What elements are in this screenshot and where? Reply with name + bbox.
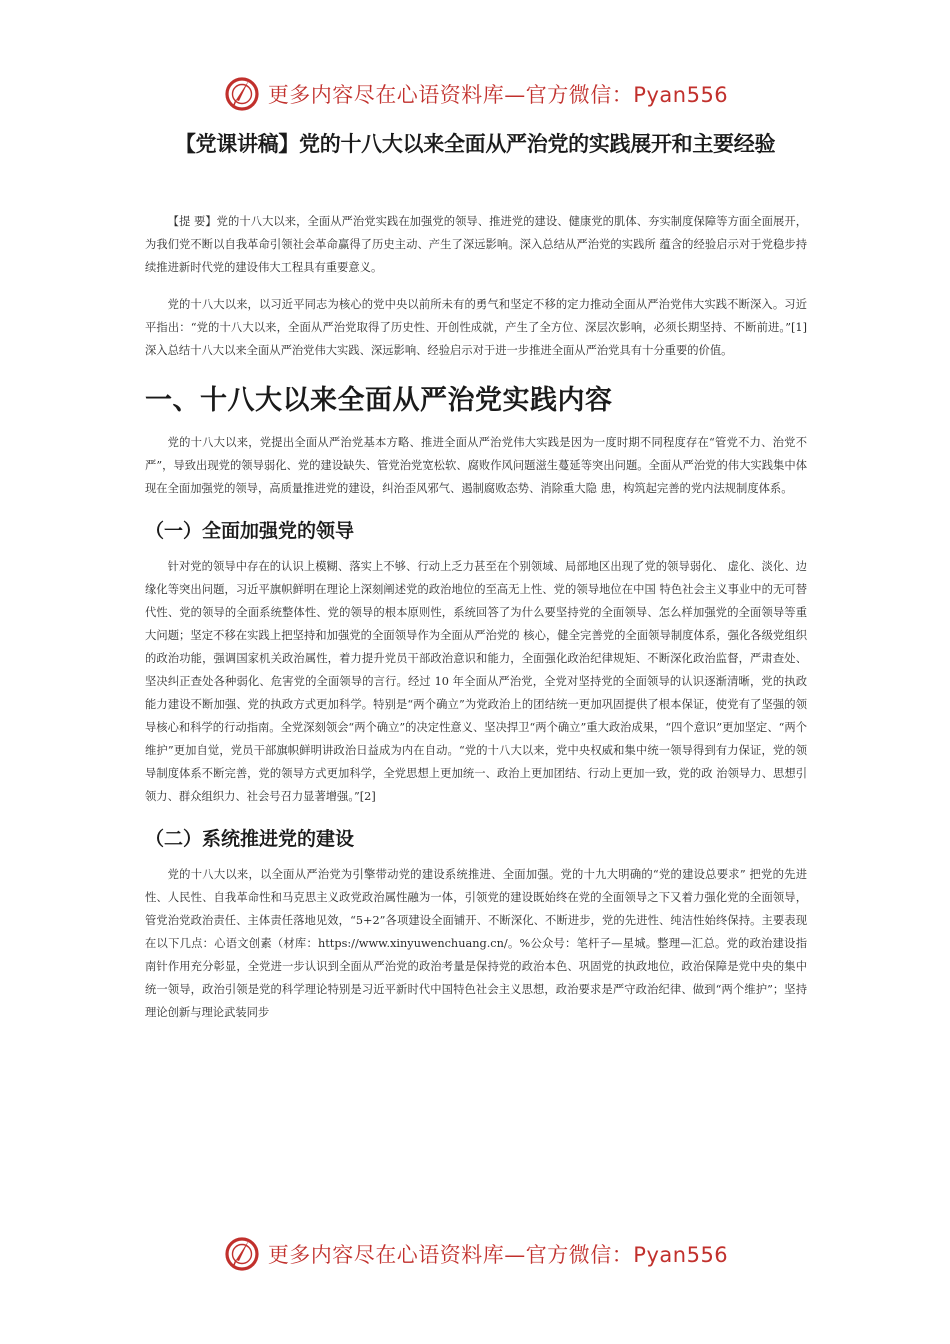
quill-circle-logo-icon (222, 1234, 262, 1274)
banner-text: 更多内容尽在心语资料库—官方微信：Pyan556 (267, 83, 729, 107)
section-1-paragraph: 党的十八大以来，党提出全面从严治党基本方略、推进全面从严治党伟大实践是因为一度时期不同程度存在“管党不力、治党不严”，导致出现党的领导弱化、党的建设缺失、管党治党宽松软、腐败作风问题滋生蔓延等突出问题。全面从严治党的伟大实践集中体现在全面加强党的领导，高质量推进党的建设，纠治歪风邪气、遏制腐败态势、消除重大隐 患，构筑起完善的党内法规制度体系。 (145, 436, 807, 495)
abstract-paragraph: 【提 要】党的十八大以来，全面从严治党实践在加强党的领导、推进党的建设、健康党的肌体、夯实制度保障等方面全面展开，为我们党不断以自我革命引领社会革命赢得了历史主动、产生了深远影响。深入总结从严治党的实践所 蕴含的经验启示对于党稳步持续推进新时代党的建设伟大工程具有重要意义。 (145, 215, 807, 274)
section-heading-1: 一、十八大以来全面从严治党实践内容 (145, 385, 613, 416)
header-banner (0, 72, 950, 116)
subsection-2-paragraph: 党的十八大以来，以全面从严治党为引擎带动党的建设系统推进、全面加强。党的十九大明确的“党的建设总要求” 把党的先进性、人民性、自我革命性和马克思主义政党政治属性融为一体，引领党的建设既始终在党的全面领导之下又着力强化党的全面领导，管党治党政治责任、主体责任落地见效，“5+2”各项建设全面铺开、不断深化、不断进步，党的先进性、纯洁性始终保持。主要表现在以下几点：心语文创素（材库：https://www.xinyuwenchuang.cn/。%公众号：笔杆子—星城。整理—汇总。党的政治建设指南针作用充分彰显，全党进一步认识到全面从严治党的政治考量是保持党的政治本色、巩固党的执政地位，政治保障是党中央的集中统一领导，政治引领是党的科学理论特别是习近平新时代中国特色社会主义思想，政治要求是严守政治纪律、做到“两个维护”；坚持理论创新与理论武装同步 (145, 868, 807, 1019)
document-title: 【党课讲稿】党的十八大以来全面从严治党的实践展开和主要经验 (174, 132, 776, 156)
intro-paragraph: 党的十八大以来，以习近平同志为核心的党中央以前所未有的勇气和坚定不移的定力推动全面从严治党伟大实践不断深入。习近平指出：“党的十八大以来，全面从严治党取得了历史性、开创性成就，产生了全方位、深层次影响，必须长期坚持、不断前进。”[1]深入总结十八大以来全面从严治党伟大实践、深远影响、经验启示对于进一步推进全面从严治党具有十分重要的价值。 (145, 298, 807, 357)
quill-circle-logo-icon (222, 74, 262, 114)
footer-banner (0, 1232, 950, 1276)
document-body (145, 210, 807, 1040)
banner-text: 更多内容尽在心语资料库—官方微信：Pyan556 (267, 1243, 729, 1267)
subsection-heading-1: （一）全面加强党的领导 (145, 520, 355, 542)
subsection-1-paragraph: 针对党的领导中存在的认识上模糊、落实上不够、行动上乏力甚至在个别领域、局部地区出现了党的领导弱化、 虚化、淡化、边缘化等突出问题，习近平旗帜鲜明在理论上深刻阐述党的政治地位的至高无上性、党的领导地位在中国 特色社会主义事业中的无可替代性、党的领导的全面系统整体性、党的领导的根本原则性，系统回答了为什么要坚持党的全面领导、怎么样加强党的全面领导等重大问题；坚定不移在实践上把坚持和加强党的全面领导作为全面从严治党的 核心，健全完善党的全面领导制度体系，强化各级党组织的政治功能，强调国家机关政治属性，着力提升党员干部政治意识和能力，全面强化政治纪律规矩、不断深化政治监督，严肃查处、坚决纠正查处各种弱化、危害党的全面领导的言行。经过 10 年全面从严治党，全党对坚持党的全面领导的认识逐渐清晰，党的执政能力建设不断加强、党的执政方式更加科学。特别是“两个确立”为党政治上的团结统一更加巩固提供了根本保证，使党有了坚强的领导核心和科学的行动指南。全党深刻领会“两个确立”的决定性意义、坚决捍卫“两个确立”重大政治成果，“四个意识”更加坚定、“两个维护”更加自觉，党员干部旗帜鲜明讲政治日益成为内在自动。“党的十八大以来，党中央权威和集中统一领导得到有力保证，党的领导制度体系不断完善，党的领导方式更加科学，全党思想上更加统一、政治上更加团结、行动上更加一致，党的政 治领导力、思想引领力、群众组织力、社会号召力显著增强。”[2] (145, 560, 807, 803)
subsection-heading-2: （二）系统推进党的建设 (145, 828, 355, 850)
